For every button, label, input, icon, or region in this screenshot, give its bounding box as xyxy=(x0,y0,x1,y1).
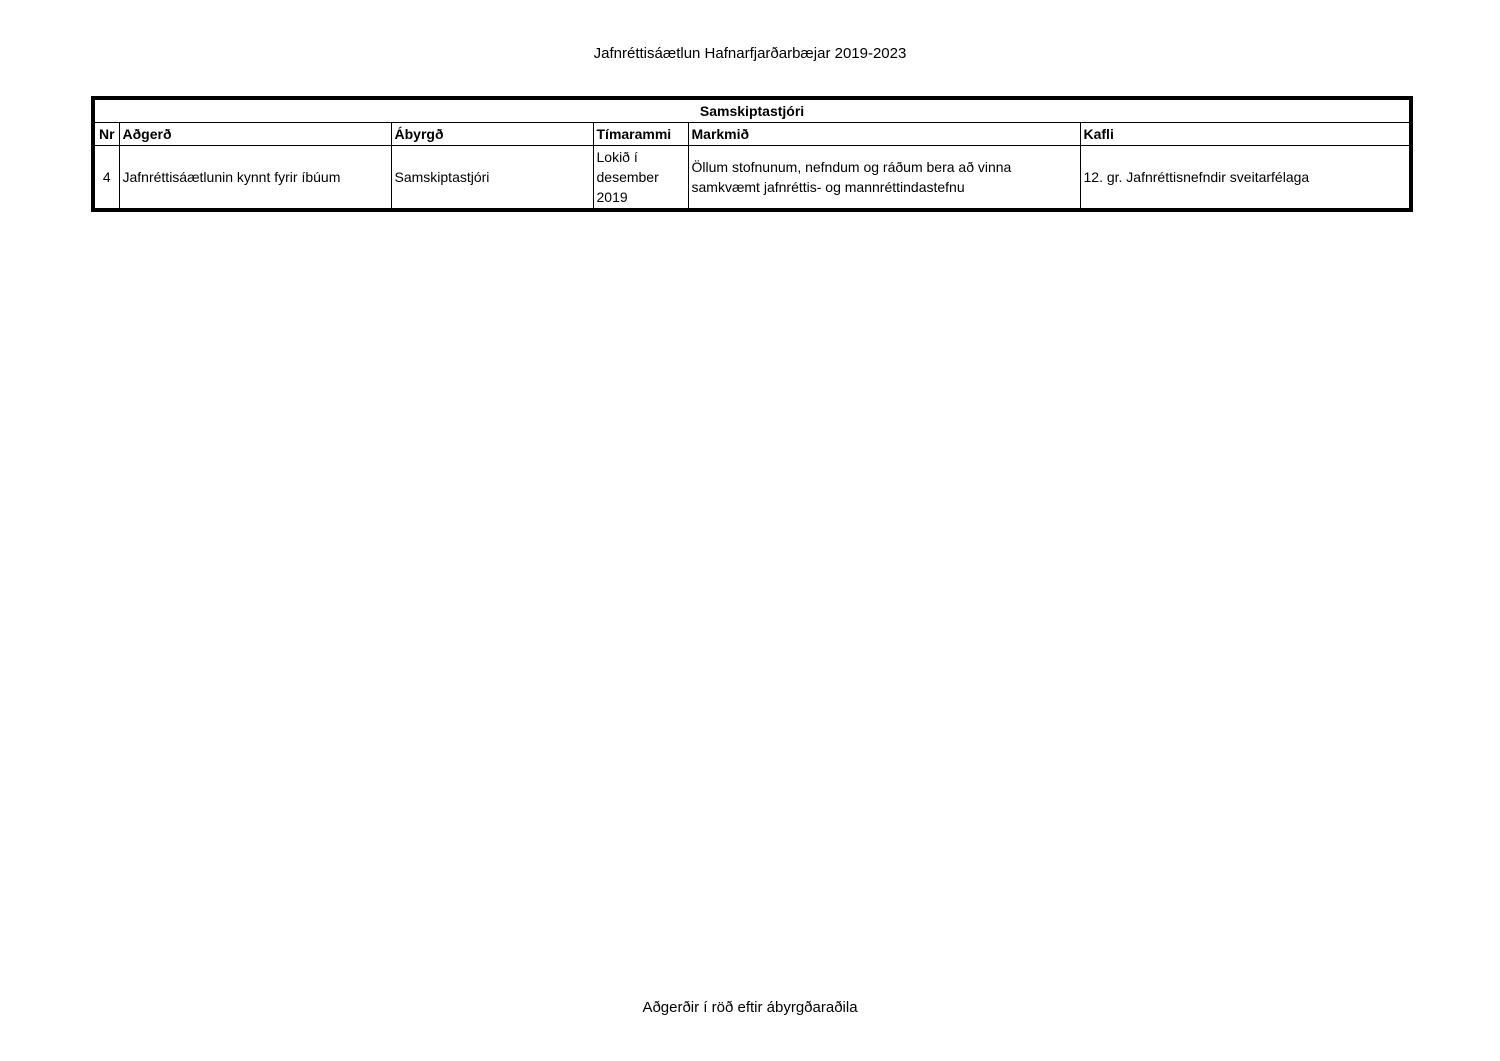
cell-kafli: 12. gr. Jafnréttisnefndir sveitarfélaga xyxy=(1080,146,1411,211)
cell-nr: 4 xyxy=(93,146,119,211)
column-header-nr: Nr xyxy=(93,123,119,146)
column-header-abyrgd: Ábyrgð xyxy=(391,123,593,146)
column-header-markmid: Markmið xyxy=(688,123,1080,146)
cell-timarammi: Lokið í desember 2019 xyxy=(593,146,688,211)
section-row xyxy=(93,98,1411,123)
cell-abyrgd: Samskiptastjóri xyxy=(391,146,593,211)
section-title: Samskiptastjóri xyxy=(93,98,1411,123)
action-table xyxy=(91,96,1413,212)
cell-adgerd: Jafnréttisáætlunin kynnt fyrir íbúum xyxy=(119,146,391,211)
page-title: Jafnréttisáætlun Hafnarfjarðarbæjar 2019-2023 xyxy=(593,45,907,62)
table-row xyxy=(93,146,1411,211)
column-header-adgerd: Aðgerð xyxy=(119,123,391,146)
page-footer: Aðgerðir í röð eftir ábyrgðaraðila xyxy=(642,999,858,1016)
column-header-kafli: Kafli xyxy=(1080,123,1411,146)
column-header-row xyxy=(93,123,1411,146)
column-header-timarammi: Tímarammi xyxy=(593,123,688,146)
cell-markmid: Öllum stofnunum, nefndum og ráðum bera að vinna samkvæmt jafnréttis- og mannréttindastefnu xyxy=(688,146,1080,211)
